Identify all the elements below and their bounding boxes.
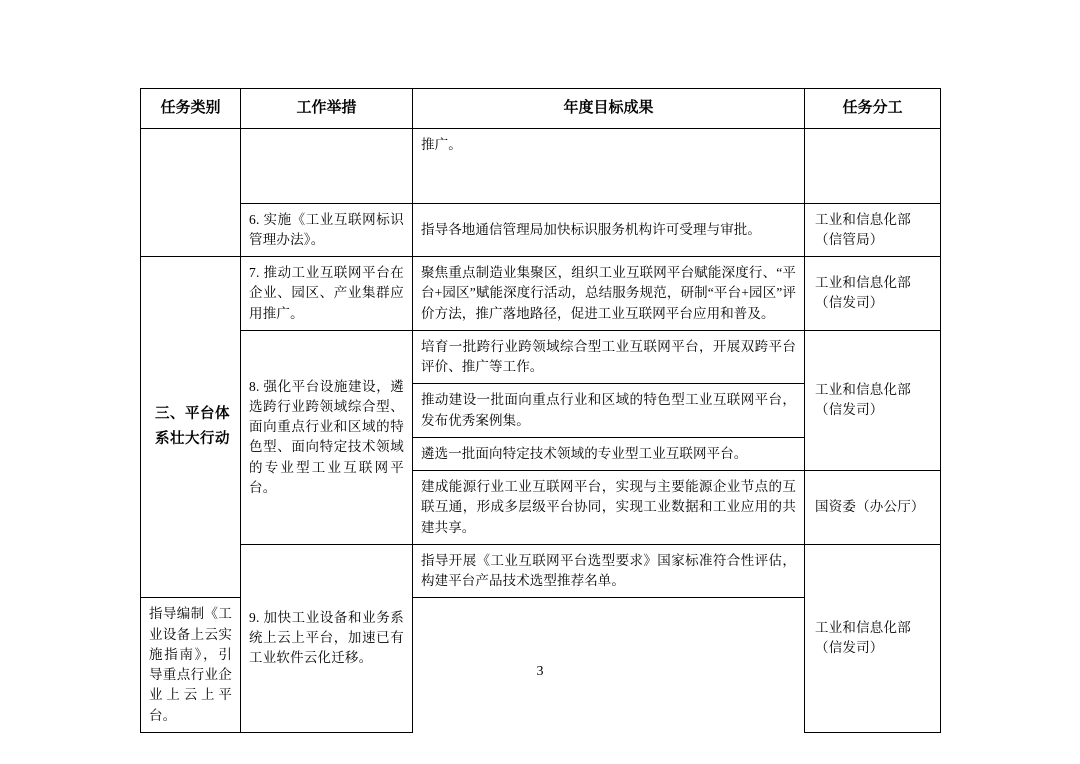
column-header-measure: 工作举措 [241, 89, 413, 129]
cell-category-platform: 三、平台体系壮大行动 [141, 257, 241, 598]
cell-measure-7: 7. 推动工业互联网平台在企业、园区、产业集群应用推广。 [241, 257, 413, 331]
cell-goal-8-d: 建成能源行业工业互联网平台，实现与主要能源企业节点的互联互通，形成多层级平台协同，实现工业数据和工业应用的共建共享。 [413, 471, 805, 545]
table-row [141, 544, 941, 598]
cell-goal-continued: 推广。 [413, 128, 805, 203]
cell-category-empty [141, 128, 241, 257]
cell-goal-8-b: 推动建设一批面向重点行业和区域的特色型工业互联网平台，发布优秀案例集。 [413, 384, 805, 438]
cell-goal-9-b: 指导编制《工业设备上云实施指南》，引导重点行业企业上云上平台。 [141, 598, 241, 733]
cell-goal-9-a: 指导开展《工业互联网平台选型要求》国家标准符合性评估，构建平台产品技术选型推荐名单。 [413, 544, 805, 598]
cell-owner-9: 工业和信息化部（信发司） [805, 544, 941, 732]
table-row [141, 203, 941, 257]
cell-owner-empty [805, 128, 941, 203]
cell-owner-6: 工业和信息化部（信管局） [805, 203, 941, 257]
page-number: 3 [536, 664, 544, 679]
cell-measure-6: 6. 实施《工业互联网标识管理办法》。 [241, 203, 413, 257]
column-header-owner: 任务分工 [805, 89, 941, 129]
cell-owner-7: 工业和信息化部（信发司） [805, 257, 941, 331]
cell-measure-9: 9. 加快工业设备和业务系统上云上平台，加速已有工业软件云化迁移。 [241, 544, 413, 732]
table-row [141, 330, 941, 384]
cell-goal-7: 聚焦重点制造业集聚区，组织工业互联网平台赋能深度行、“平台+园区”赋能深度行活动，总结服务规范，研制“平台+园区”评价方法，推广落地路径，促进工业互联网平台应用和普及。 [413, 257, 805, 331]
column-header-category: 任务类别 [141, 89, 241, 129]
column-header-goal: 年度目标成果 [413, 89, 805, 129]
cell-goal-8-a: 培育一批跨行业跨领域综合型工业互联网平台，开展双跨平台评价、推广等工作。 [413, 330, 805, 384]
table-row [141, 128, 941, 203]
cell-goal-6: 指导各地通信管理局加快标识服务机构许可受理与审批。 [413, 203, 805, 257]
cell-measure-8: 8. 强化平台设施建设，遴选跨行业跨领域综合型、面向重点行业和区域的特色型、面向特定技术领域的专业型工业互联网平台。 [241, 330, 413, 544]
cell-goal-8-c: 遴选一批面向特定技术领域的专业型工业互联网平台。 [413, 437, 805, 470]
cell-owner-8: 工业和信息化部（信发司） [805, 330, 941, 470]
cell-owner-8-energy: 国资委（办公厅） [805, 471, 941, 545]
task-table [140, 88, 941, 733]
table-row [141, 257, 941, 331]
table-header-row [141, 89, 941, 129]
cell-measure-empty [241, 128, 413, 203]
